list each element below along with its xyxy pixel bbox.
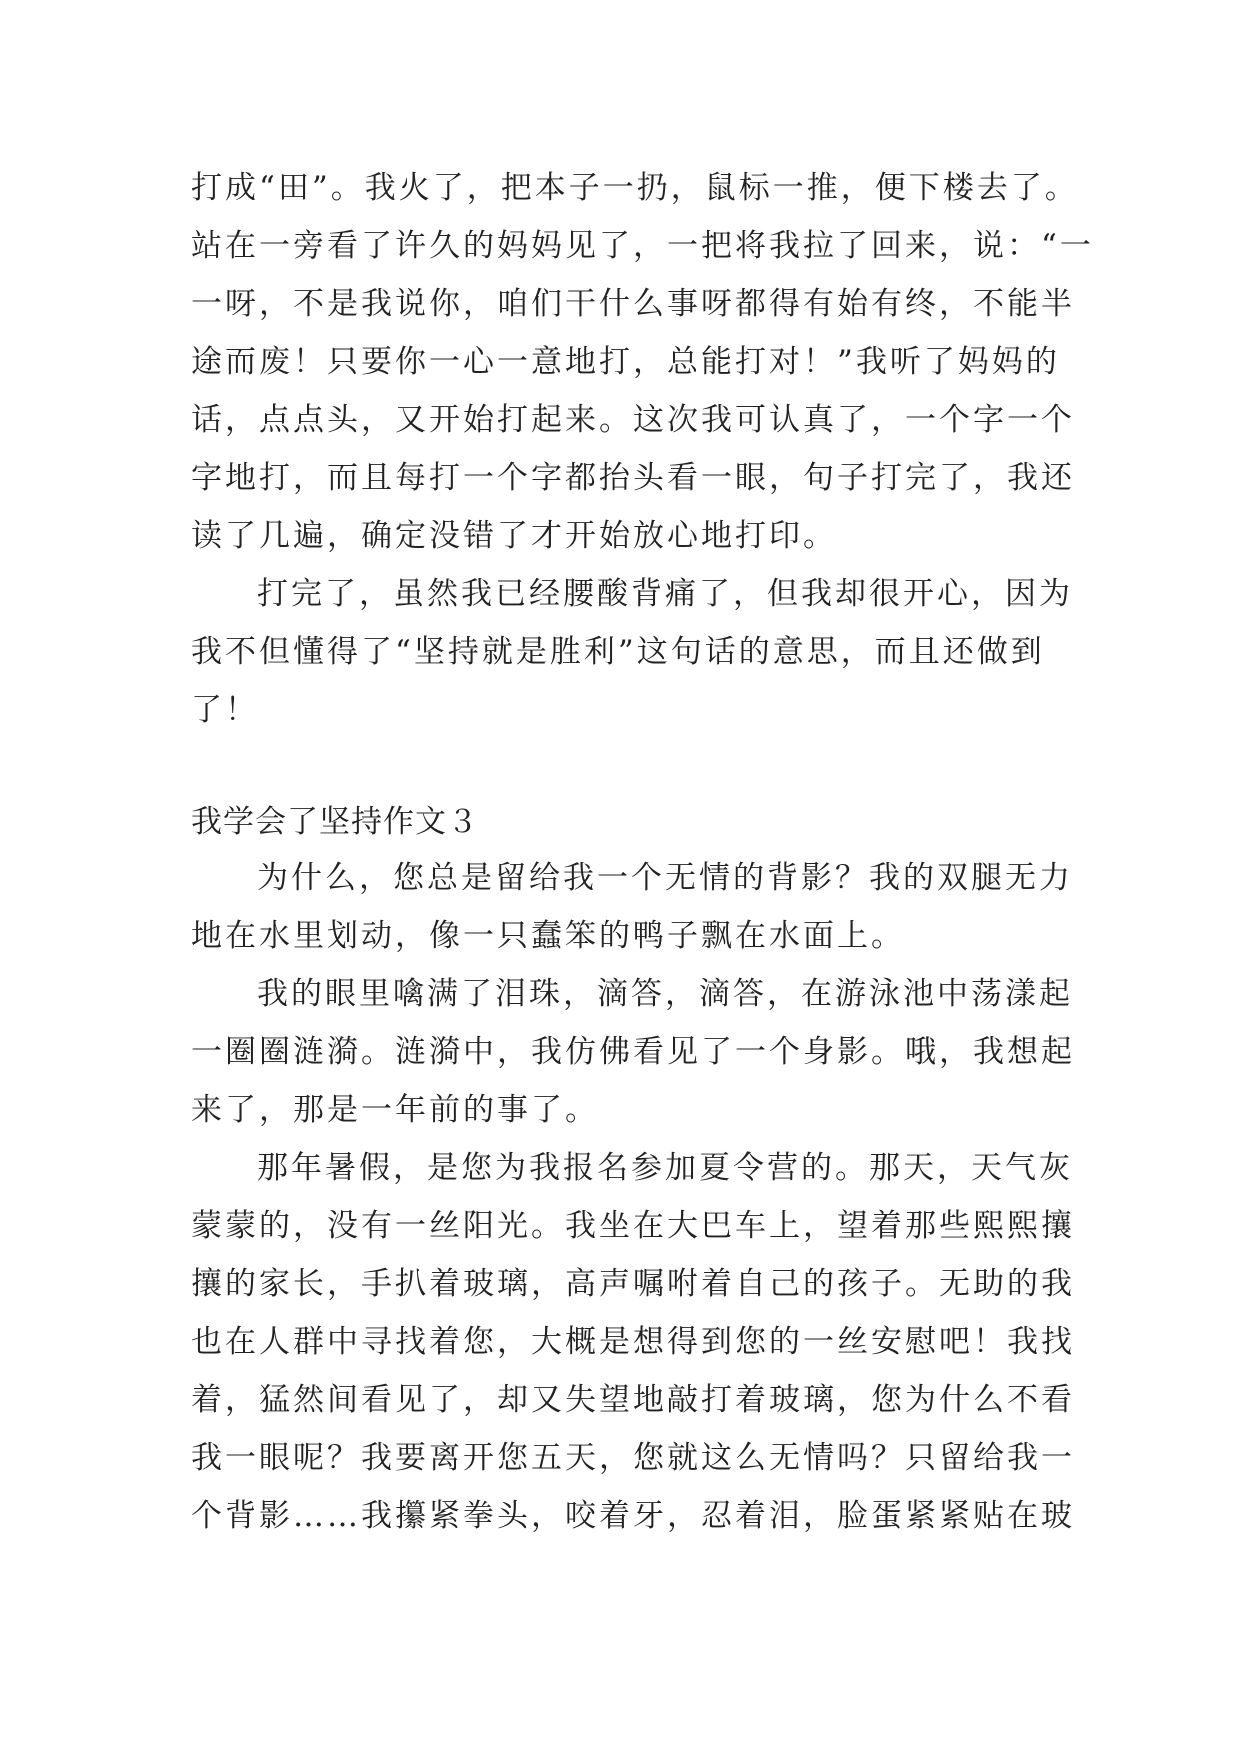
text-line: 来了，那是一年前的事了。 (191, 1092, 599, 1128)
text-line: 蒙蒙的，没有一丝阳光。我坐在大巴车上，望着那些熙熙攘 (191, 1208, 1075, 1244)
text-line: 攘的家长，手扒着玻璃，高声嘱咐着自己的孩子。无助的我 (191, 1266, 1075, 1302)
text-line: 个背影……我攥紧拳头，咬着牙，忍着泪，脸蛋紧紧贴在玻 (191, 1498, 1075, 1534)
text-line: 也在人群中寻找着您，大概是想得到您的一丝安慰吧！我找 (191, 1324, 1075, 1360)
text-line: 途而废！只要你一心一意地打，总能打对！”我听了妈妈的 (191, 344, 1060, 380)
text-line: 我不但懂得了“坚持就是胜利”这句话的意思，而且还做到 (191, 634, 1045, 670)
text-line: 了！ (191, 692, 259, 728)
text-line: 着，猛然间看见了，却又失望地敲打着玻璃，您为什么不看 (191, 1382, 1075, 1418)
paragraph (191, 849, 1073, 965)
paragraph (191, 1139, 1075, 1545)
text-line: 一圈圈涟漪。涟漪中，我仿佛看见了一个身影。哦，我想起 (191, 1034, 1075, 1070)
text-line: 地在水里划动，像一只蠢笨的鸭子飘在水面上。 (191, 918, 905, 954)
text-line: 站在一旁看了许久的妈妈见了，一把将我拉了回来，说：“一 (191, 228, 1094, 264)
essay-title: 我学会了坚持作文３ (191, 804, 479, 840)
text-line: 打成“田”。我火了，把本子一扔，鼠标一推，便下楼去了。 (191, 170, 1079, 206)
text-line: 读了几遍，确定没错了才开始放心地打印。 (191, 518, 837, 554)
paragraph (191, 965, 1075, 1139)
text-line: 一呀，不是我说你，咱们干什么事呀都得有始有终，不能半 (191, 286, 1075, 322)
section-gap (191, 739, 1057, 795)
text-line: 话，点点头，又开始打起来。这次我可认真了，一个字一个 (191, 402, 1075, 438)
text-line: 我的眼里噙满了泪珠，滴答，滴答，在游泳池中荡漾起 (257, 976, 1073, 1012)
paragraph (191, 159, 1094, 565)
text-line: 打完了，虽然我已经腰酸背痛了，但我却很开心，因为 (257, 576, 1073, 612)
text-line: 我一眼呢？我要离开您五天，您就这么无情吗？只留给我一 (191, 1440, 1075, 1476)
paragraph (191, 565, 1073, 739)
text-line: 字地打，而且每打一个字都抬头看一眼，句子打完了，我还 (191, 460, 1075, 496)
text-line: 为什么，您总是留给我一个无情的背影？我的双腿无力 (257, 860, 1073, 896)
text-line: 那年暑假，是您为我报名参加夏令营的。那天，天气灰 (257, 1150, 1073, 1186)
document-body (191, 159, 1094, 1545)
